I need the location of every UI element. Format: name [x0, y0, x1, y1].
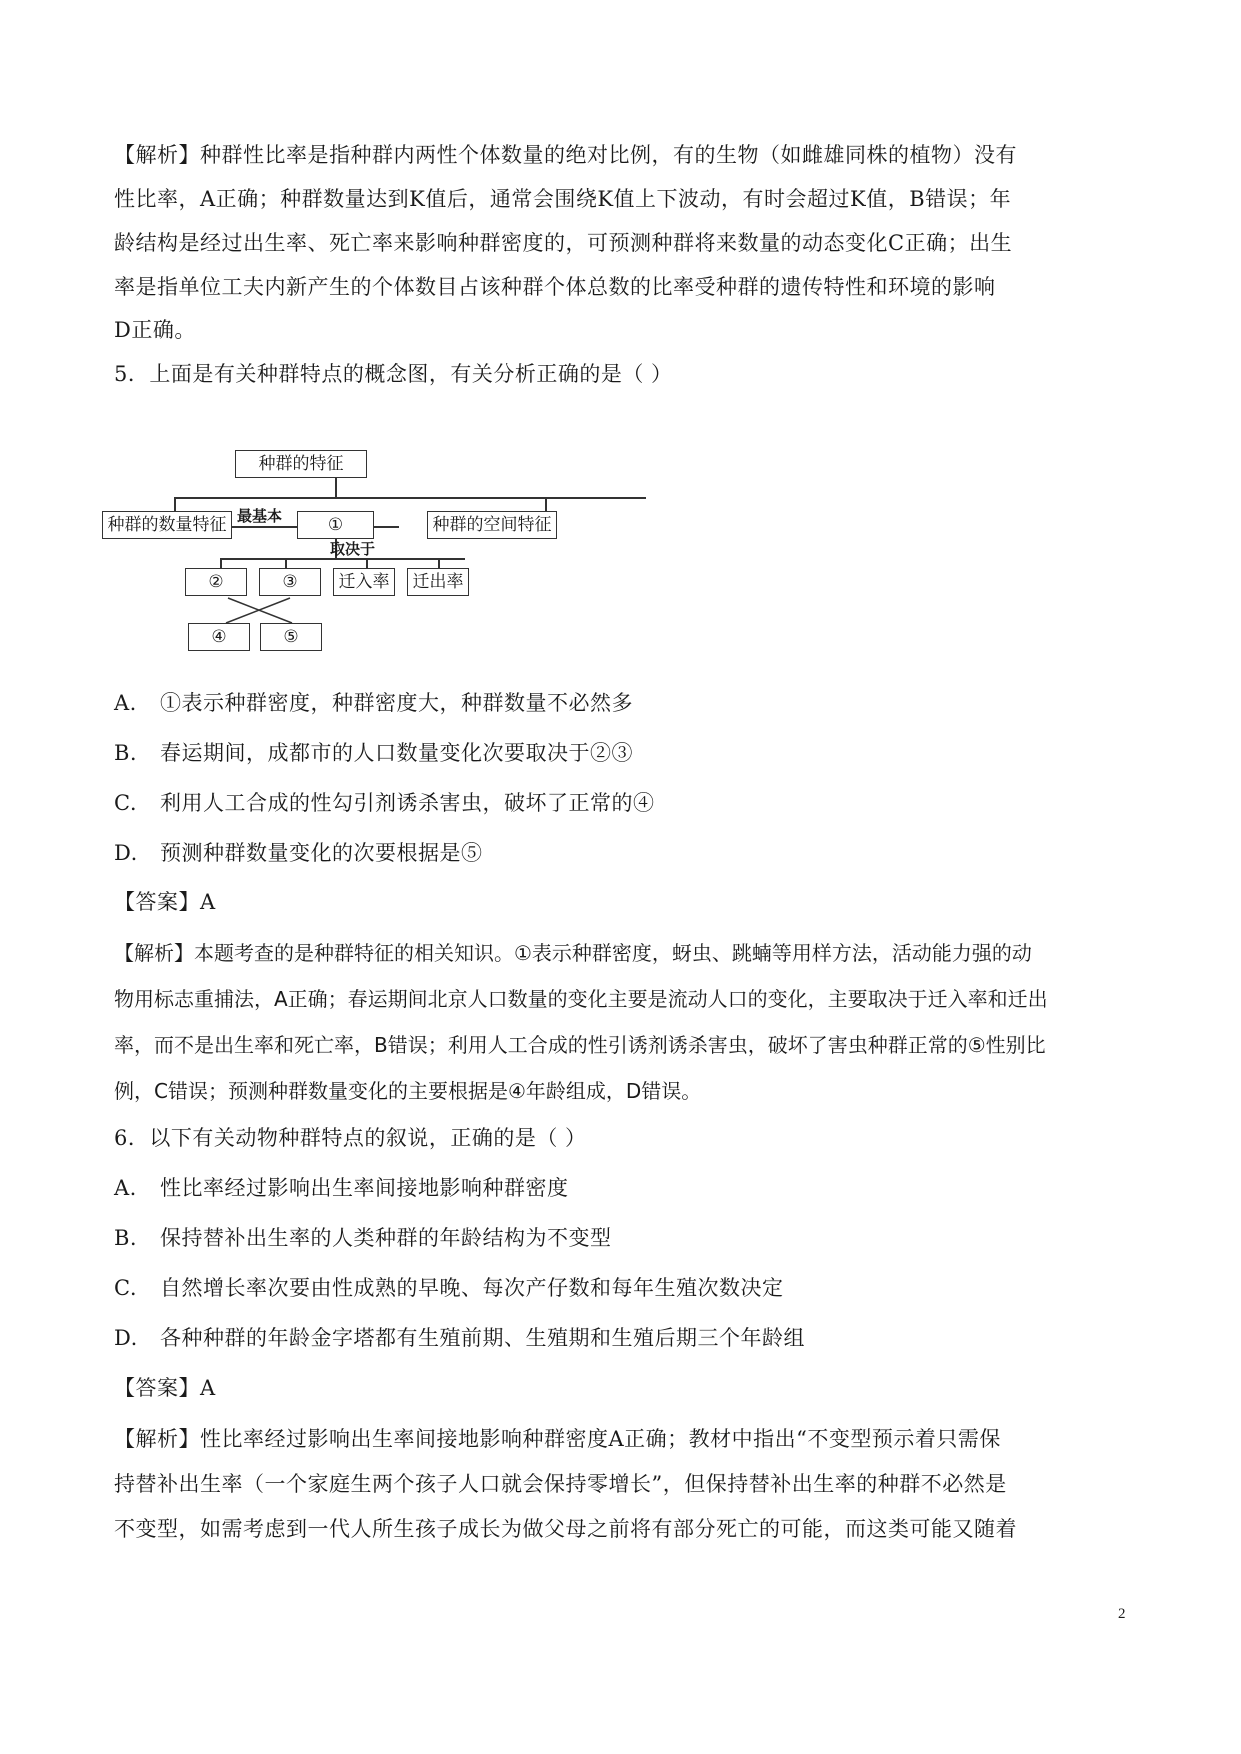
q6-stem: 6．以下有关动物种群特点的叙说，正确的是（ ） — [114, 1126, 587, 1150]
option-letter: D. — [114, 841, 138, 865]
q6-option-b — [114, 1223, 1134, 1253]
cross-connectors — [100, 445, 640, 680]
concept-diagram — [100, 445, 640, 680]
q6-analysis-line-2: 持替补出生率（一个家庭生两个孩子人口就会保持零增长”，但保持替补出生率的种群不必然是 — [114, 1472, 1007, 1496]
q6-option-a — [114, 1173, 1134, 1203]
node-immigration-rate: 迁入率 — [333, 568, 395, 596]
node-2: ② — [185, 568, 247, 596]
q6-option-d — [114, 1323, 1134, 1353]
q5-analysis-line-4: 例，C错误；预测种群数量变化的主要根据是④年龄组成，D错误。 — [114, 1079, 702, 1103]
q4-analysis-line-3: 龄结构是经过出生率、死亡率来影响种群密度的，可预测种群将来数量的动态变化C正确；出生 — [114, 231, 1013, 255]
q4-analysis-line-2: 性比率，A正确；种群数量达到K值后，通常会围绕K值上下波动，有时会超过K值，B错误；年 — [114, 187, 1012, 211]
q5-stem: 5．上面是有关种群特点的概念图，有关分析正确的是（ ） — [114, 362, 673, 386]
node-5: ⑤ — [260, 623, 322, 651]
option-text: 预测种群数量变化的次要根据是⑤ — [160, 841, 483, 865]
node-population-features: 种群的特征 — [235, 450, 367, 478]
edge-label-basic: 最基本 — [237, 507, 283, 525]
option-text: 利用人工合成的性勾引剂诱杀害虫，破坏了正常的④ — [160, 791, 655, 815]
page-number: 2 — [1118, 1606, 1126, 1622]
edge-label-depends: 取决于 — [330, 540, 376, 558]
q4-analysis-line-4: 率是指单位工夫内新产生的个体数目占该种群个体总数的比率受种群的遗传特性和环境的影响 — [114, 275, 996, 299]
node-3: ③ — [259, 568, 321, 596]
q4-analysis-line-5: D正确。 — [114, 318, 196, 342]
q6-answer: 【答案】A — [114, 1376, 216, 1400]
q5-option-b — [114, 738, 1134, 768]
q5-option-d — [114, 838, 1134, 868]
option-letter: A. — [114, 691, 137, 715]
q5-analysis-line-3: 率，而不是出生率和死亡率，B错误；利用人工合成的性引诱剂诱杀害虫，破坏了害虫种群正常的⑤性别比 — [114, 1033, 1046, 1057]
q6-analysis-line-1: 【解析】性比率经过影响出生率间接地影响种群密度A正确；教材中指出“不变型预示着只需保 — [114, 1427, 1001, 1451]
q5-analysis-line-1: 【解析】本题考查的是种群特征的相关知识。①表示种群密度，蚜虫、跳蝻等用样方法，活动能力强的动 — [114, 941, 1032, 965]
q5-answer: 【答案】A — [114, 890, 216, 914]
q6-option-c — [114, 1273, 1134, 1303]
node-emigration-rate: 迁出率 — [407, 568, 469, 596]
q4-analysis-line-1: 【解析】种群性比率是指种群内两性个体数量的绝对比例，有的生物（如雌雄同株的植物）没有 — [114, 143, 1017, 167]
option-letter: D. — [114, 1326, 138, 1350]
q6-analysis-line-3: 不变型，如需考虑到一代人所生孩子成长为做父母之前将有部分死亡的可能，而这类可能又随着 — [114, 1517, 1017, 1541]
option-text: 春运期间，成都市的人口数量变化次要取决于②③ — [160, 741, 633, 765]
node-4: ④ — [188, 623, 250, 651]
q5-option-c — [114, 788, 1134, 818]
node-spatial-features: 种群的空间特征 — [427, 511, 557, 539]
option-letter: C. — [114, 791, 137, 815]
option-text: 保持替补出生率的人类种群的年龄结构为不变型 — [160, 1226, 612, 1250]
option-text: 各种种群的年龄金字塔都有生殖前期、生殖期和生殖后期三个年龄组 — [160, 1326, 805, 1350]
option-text: 自然增长率次要由性成熟的早晚、每次产仔数和每年生殖次数决定 — [160, 1276, 784, 1300]
option-letter: B. — [114, 1226, 138, 1250]
q5-option-a — [114, 688, 1134, 718]
node-quantity-features: 种群的数量特征 — [102, 511, 232, 539]
option-letter: B. — [114, 741, 138, 765]
option-letter: C. — [114, 1276, 137, 1300]
option-text: 性比率经过影响出生率间接地影响种群密度 — [160, 1176, 569, 1200]
option-letter: A. — [114, 1176, 137, 1200]
option-text: ①表示种群密度，种群密度大，种群数量不必然多 — [160, 691, 633, 715]
q5-analysis-line-2: 物用标志重捕法，A正确；春运期间北京人口数量的变化主要是流动人口的变化，主要取决于迁入率和迁出 — [114, 987, 1048, 1011]
node-1: ① — [297, 511, 374, 539]
